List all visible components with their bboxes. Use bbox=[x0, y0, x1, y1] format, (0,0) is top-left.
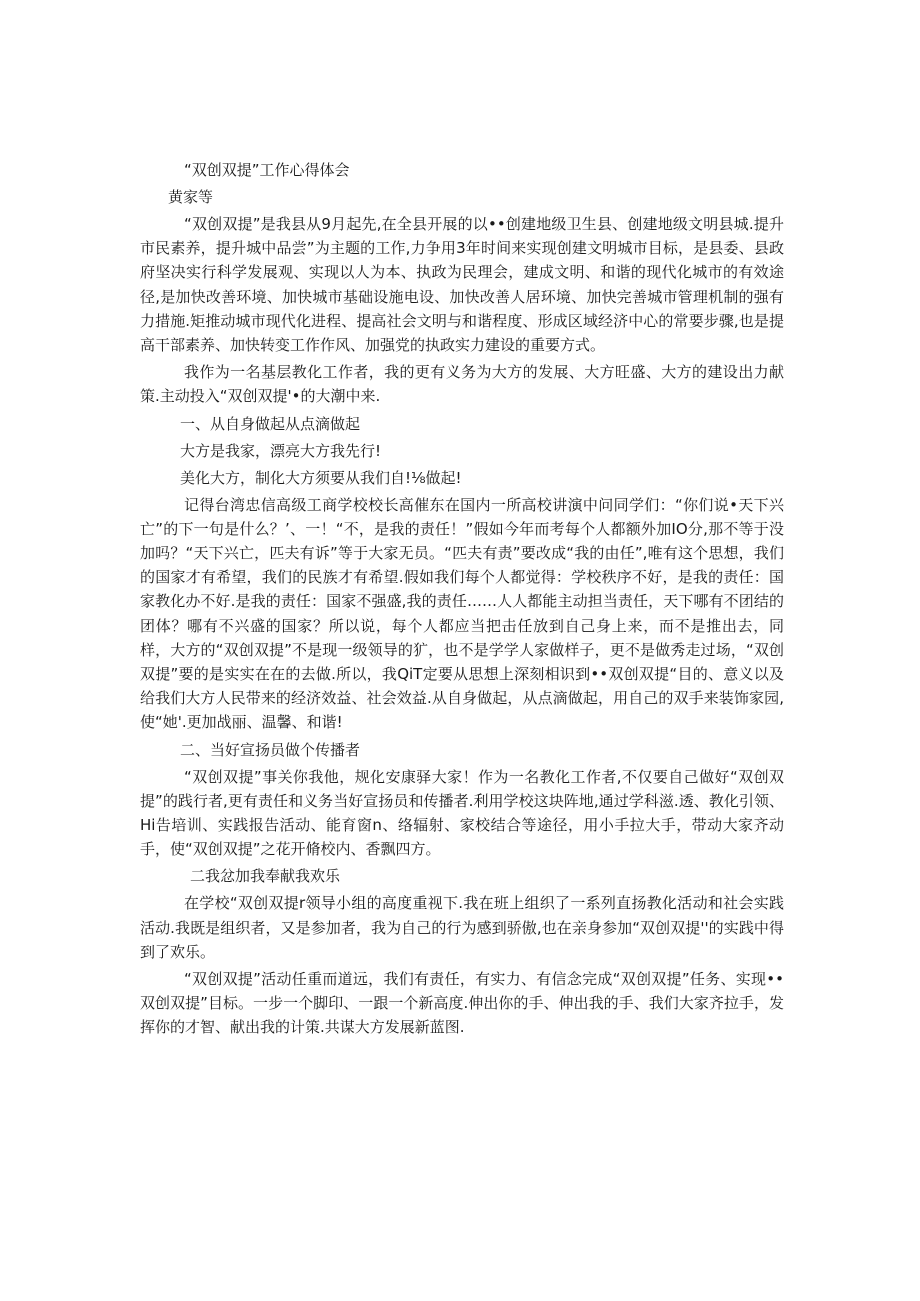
document-title: “双创双提”工作心得体会 bbox=[184, 161, 350, 179]
document-page bbox=[140, 158, 784, 1043]
intro-paragraph-2: 我作为一名基层教化工作者，我的更有义务为大方的发展、大方旺盛、大方的建设出力献策.主动投入“双创双提'•的大潮中来. bbox=[140, 363, 784, 406]
document-author: 黄家等 bbox=[168, 188, 214, 206]
intro-paragraph: “双创双提”是我县从9月起先,在全县开展的以••创建地级卫生县、创建地级文明县城.提升市民素养，提升城中品尝”为主题的工作,力争用3年时间来实现创建文明城市目标，是县委、县政府坚决实行科学发展观、实现以人为本、执政为民理会，建成文明、和谐的现代化城市的有效途径,是加快改善环境、加快城市基础设施电设、加快改善人居环境、加快完善城市管理机制的强有力措施.矩推动城市现代化进程、提高社会文明与和谐程度、形成区域经济中心的常要步骤,也是提高干部素养、加快转变工作作风、加强党的执政实力建设的重要方式。 bbox=[140, 215, 784, 355]
section-3-paragraph: 在学校“双创双提r领导小组的高度重视下.我在班上组织了一系列直扬教化活动和社会实践活动.我既是组织者，又是参加者，我为自己的行为感到骄傲,也在亲身参加“双创双提''的实践中得到了欢乐。 bbox=[140, 894, 784, 961]
section-1-slogan-1: 大方是我家，漂亮大方我先行! bbox=[180, 441, 382, 460]
section-1-slogan-2: 美化大方，制化大方须要从我们自!⅛做起! bbox=[180, 468, 462, 487]
section-1-heading: 一、从自身做起从点滴做起 bbox=[180, 414, 361, 433]
section-2-heading: 二、当好宣扬员做个传播者 bbox=[180, 740, 361, 759]
closing-paragraph: “双创双提”活动任重而道远，我们有责任，有实力、有信念完成“双创双提”任务、实现••双创双提”目标。一步一个脚印、一跟一个新高度.伸出你的手、伸出我的手、我们大家齐拉手，发挥你的才智、献出我的计策.共谋大方发展新蓝图. bbox=[140, 970, 784, 1037]
section-1-paragraph: 记得台湾忠信高级工商学校校长高催东在国内一所高校讲演中问同学们：“你们说•天下兴亡”的下一句是什么？’、一！“不，是我的责任！”假如今年而考每个人都额外加IO分,那不等于没加吗？“天下兴亡，匹夫有诉”等于大家无员。“匹夫有责”要改成“我的由任”,唯有这个思想，我们的国家才有希望，我们的民族才有希望.假如我们每个人都觉得：学校秩序不好，是我的责任：国家教化办不好.是我的责任：国家不强盛,我的责任……人人都能主动担当责任，天下哪有不团结的团体？哪有不兴盛的国家？所以说，每个人都应当把击任放到自己身上来，而不是推出去，同样，大方的“双创双提”不是现一级领导的犷，也不是学学人家做样子，更不是做秀走过场，“双创双提”要的是实实在在的去做.所以，我QiT定要从思想上深刻相识到••双创双提“目的、意义以及给我们大方人民带来的经济效益、社会效益.从自身做起，从点滴做起，用自己的双手来装饰家园,使“她'.更加战丽、温馨、和谐! bbox=[140, 495, 784, 732]
section-2-paragraph: “双创双提”事关你我他，规化安康驿大家！作为一名教化工作者,不仅要自己做好“双创双提”的践行者,更有责任和义务当好宣扬员和传播者.利用学校这块阵地,通过学科滋.透、教化引领、Hi告培训、实践报告活动、能育窗n、络辐射、家校结合等途径，用小手拉大手，带动大家齐动手，使“双创双提”之花开脩校内、香飘四方。 bbox=[140, 767, 784, 859]
section-3-heading: 二我忿加我奉献我欢乐 bbox=[190, 867, 341, 886]
